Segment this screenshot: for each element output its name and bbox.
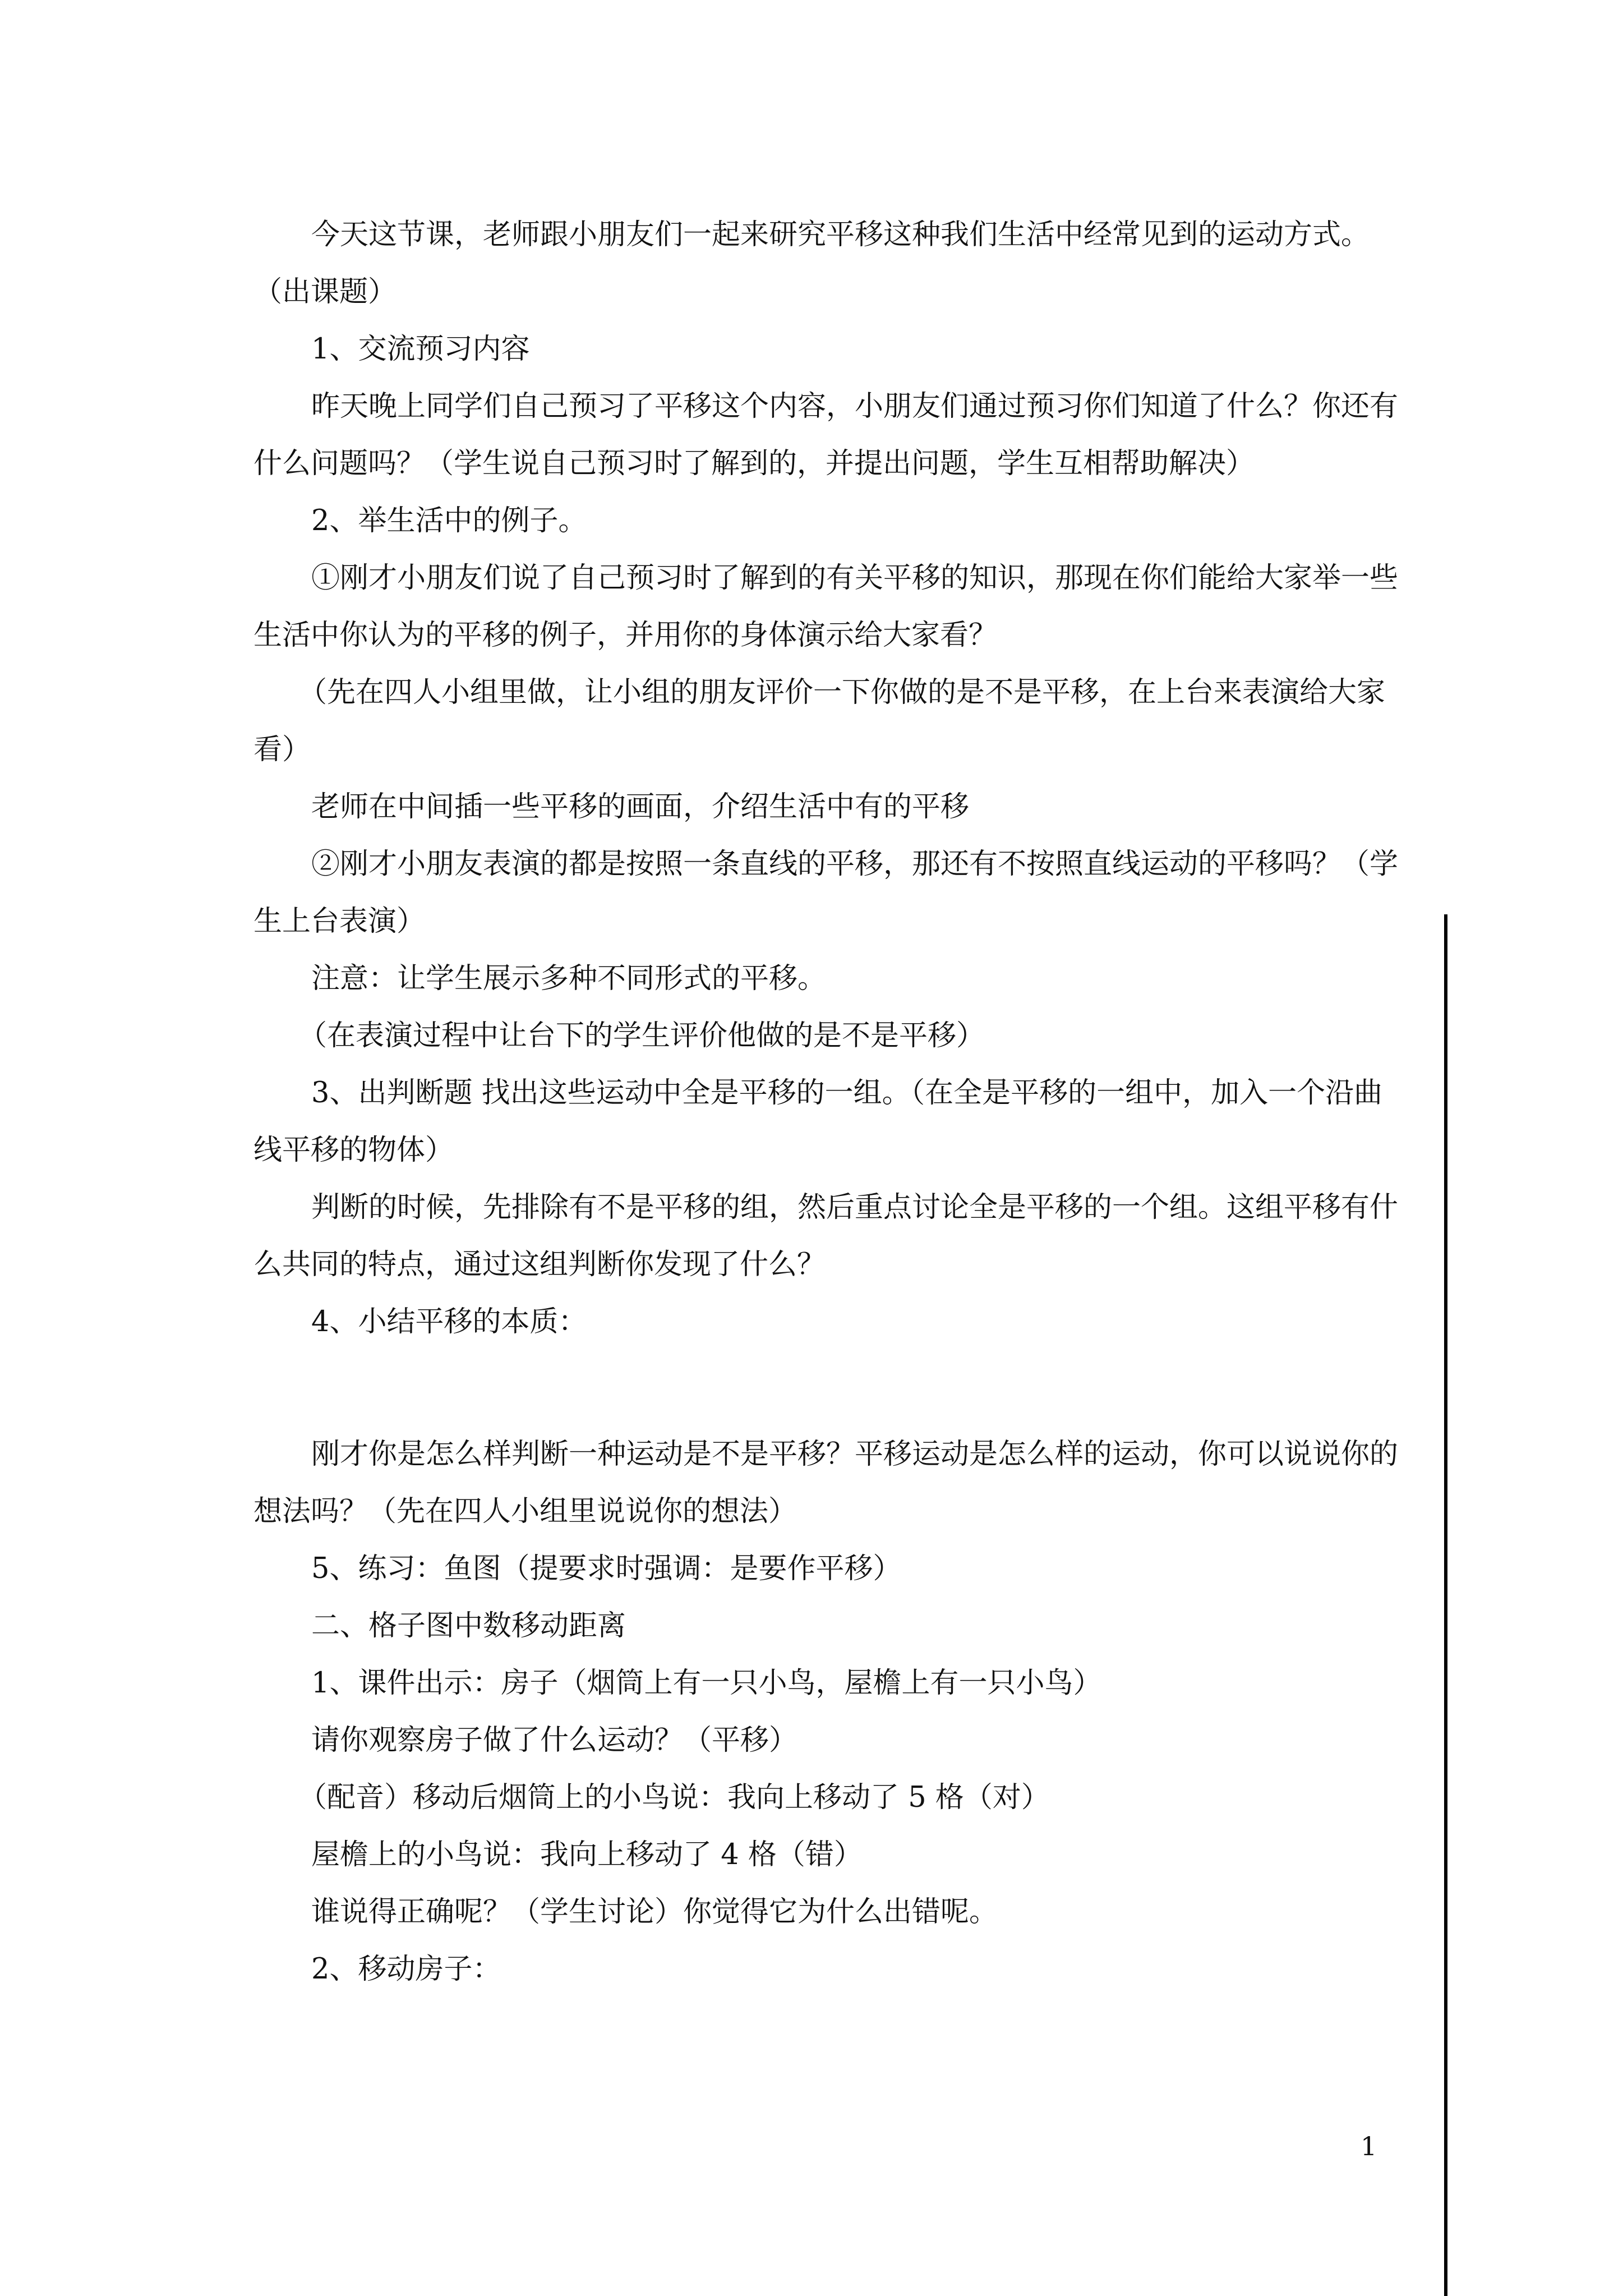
- paragraph-line: 么共同的特点，通过这组判断你发现了什么？: [253, 1248, 826, 1281]
- paragraph-line: 2、举生活中的例子。: [311, 504, 587, 537]
- paragraph-line: （先在四人小组里做，让小组的朋友评价一下你做的是不是平移，在上台来表演给大家: [298, 676, 1386, 709]
- paragraph-line: 判断的时候，先排除有不是平移的组，然后重点讨论全是平移的一个组。这组平移有什: [311, 1191, 1399, 1224]
- paragraph-line: （在表演过程中让台下的学生评价他做的是不是平移）: [298, 1019, 985, 1052]
- document-body: [253, 206, 1399, 1998]
- paragraph-line: 什么问题吗？（学生说自己预习时了解到的，并提出问题，学生互相帮助解决）: [253, 447, 1255, 480]
- paragraph-line: （配音）移动后烟筒上的小鸟说：我向上移动了 5 格（对）: [298, 1781, 1050, 1814]
- paragraph-line: 屋檐上的小鸟说：我向上移动了 4 格（错）: [311, 1838, 863, 1871]
- paragraph-line: 1、课件出示：房子（烟筒上有一只小鸟，屋檐上有一只小鸟）: [311, 1667, 1102, 1700]
- page-number: 1: [1361, 2131, 1377, 2161]
- paragraph-line: 今天这节课，老师跟小朋友们一起来研究平移这种我们生活中经常见到的运动方式。: [311, 218, 1370, 251]
- paragraph-line: 刚才你是怎么样判断一种运动是不是平移？平移运动是怎么样的运动，你可以说说你的: [311, 1438, 1399, 1471]
- paragraph-line: 1、交流预习内容: [311, 333, 530, 366]
- paragraph-line: 请你观察房子做了什么运动？（平移）: [311, 1724, 798, 1757]
- margin-rule: [1444, 914, 1447, 2296]
- paragraph-line: 谁说得正确呢？（学生讨论）你觉得它为什么出错呢。: [311, 1895, 998, 1929]
- paragraph-line: 二、格子图中数移动距离: [311, 1609, 626, 1642]
- paragraph-line: （出课题）: [253, 275, 397, 309]
- paragraph-line: ①刚才小朋友们说了自己预习时了解到的有关平移的知识，那现在你们能给大家举一些: [311, 562, 1399, 595]
- paragraph-spacer: [253, 1360, 1392, 1417]
- paragraph-line: 昨天晚上同学们自己预习了平移这个内容，小朋友们通过预习你们知道了什么？你还有: [311, 390, 1399, 423]
- paragraph-line: 5、练习：鱼图（提要求时强调：是要作平移）: [311, 1552, 902, 1585]
- paragraph-line: 生上台表演）: [253, 905, 426, 938]
- paragraph-line: 老师在中间插一些平移的画面，介绍生活中有的平移: [311, 790, 970, 823]
- paragraph-line: 线平移的物体）: [253, 1134, 454, 1167]
- paragraph-line: 生活中你认为的平移的例子，并用你的身体演示给大家看？: [253, 619, 998, 652]
- paragraph-line: 2、移动房子：: [311, 1953, 501, 1986]
- paragraph-line: ②刚才小朋友表演的都是按照一条直线的平移，那还有不按照直线运动的平移吗？（学: [311, 848, 1399, 881]
- paragraph-line: 注意：让学生展示多种不同形式的平移。: [311, 962, 827, 995]
- paragraph-line: 想法吗？（先在四人小组里说说你的想法）: [253, 1495, 797, 1528]
- paragraph-line: 3、出判断题 找出这些运动中全是平移的一组。（在全是平移的一组中，加入一个沿曲: [311, 1076, 1383, 1110]
- paragraph-line: 看）: [253, 733, 311, 766]
- paragraph-line: 4、小结平移的本质：: [311, 1305, 587, 1338]
